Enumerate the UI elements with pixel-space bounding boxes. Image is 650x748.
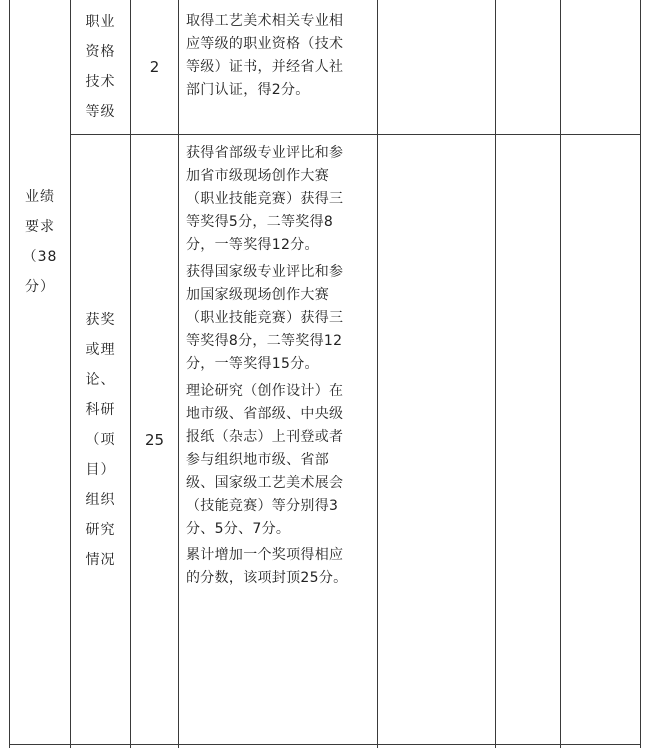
criteria-line: 报纸（杂志）上刊登或者 — [186, 428, 344, 445]
row-divider — [9, 744, 641, 745]
criteria-text — [186, 10, 376, 106]
item-label-line: 技术 — [85, 74, 116, 90]
section-label-line: （38 — [22, 249, 58, 265]
item-label — [86, 305, 116, 575]
criteria-line: 累计增加一个奖项得相应 — [186, 547, 344, 564]
criteria-line: 级、国家级工艺美术展会 — [186, 474, 344, 491]
item-label-line: 论、 — [85, 371, 116, 388]
item-label-line: （项 — [85, 431, 116, 448]
grid-line — [377, 0, 378, 748]
criteria-line: 获得国家级专业评比和参 — [186, 263, 344, 280]
criteria-line: 理论研究（创作设计）在 — [186, 382, 344, 399]
criteria-paragraph — [186, 261, 376, 376]
criteria-line: 部门认证，得2分。 — [186, 82, 310, 98]
item-label-line: 或理 — [85, 341, 116, 358]
score-value: 2 — [149, 58, 160, 76]
criteria-line: 参与组织地市级、省部 — [186, 451, 329, 468]
item-label-line: 资格 — [85, 44, 116, 60]
criteria-line: 的分数，该项封顶25分。 — [186, 570, 348, 587]
criteria-paragraph — [186, 380, 376, 541]
criteria-line: 等奖得8分，二等奖得12 — [186, 332, 343, 349]
criteria-line: （职业技能竞赛）获得三 — [186, 309, 344, 326]
item-cell — [71, 135, 130, 744]
item-label-line: 研究 — [85, 521, 116, 538]
item-label-line: 职业 — [85, 14, 116, 30]
criteria-line: 加国家级现场创作大赛 — [186, 286, 329, 303]
item-label-line: 科研 — [85, 401, 116, 418]
criteria-line: 分，一等奖得15分。 — [186, 355, 319, 372]
item-cell — [71, 0, 130, 134]
criteria-line: 等级）证书，并经省人社 — [186, 59, 344, 75]
criteria-line: 分，一等奖得12分。 — [186, 237, 319, 253]
item-label-line: 组织 — [85, 491, 116, 508]
section-label-cell — [10, 0, 70, 744]
grid-line — [640, 0, 641, 748]
section-label — [23, 182, 58, 302]
criteria-text — [186, 142, 376, 594]
criteria-line: 等奖得5分，二等奖得8 — [186, 214, 334, 230]
item-label — [86, 7, 116, 127]
criteria-line: 加省市级现场创作大赛 — [186, 168, 329, 184]
item-label-line: 获奖 — [85, 311, 116, 328]
criteria-paragraph — [186, 10, 376, 102]
grid-line — [560, 0, 561, 748]
criteria-paragraph — [186, 544, 376, 590]
grid-line — [178, 0, 179, 748]
criteria-line: 获得省部级专业评比和参 — [186, 145, 344, 161]
section-label-line: 要求 — [24, 219, 55, 235]
item-label-line: 情况 — [85, 551, 116, 568]
score-value: 25 — [144, 430, 165, 449]
criteria-paragraph — [186, 142, 376, 257]
item-label-line: 等级 — [85, 104, 116, 120]
criteria-line: （技能竞赛）等分别得3 — [186, 497, 339, 514]
criteria-line: （职业技能竞赛）获得三 — [186, 191, 344, 207]
section-label-line: 业绩 — [24, 189, 55, 205]
criteria-line: 应等级的职业资格（技术 — [186, 36, 344, 52]
item-label-line: 目） — [85, 461, 116, 478]
grid-line — [495, 0, 496, 748]
section-label-line: 分） — [24, 279, 55, 295]
criteria-line: 分、5分、7分。 — [186, 520, 291, 537]
criteria-line: 取得工艺美术相关专业相 — [186, 13, 344, 29]
criteria-line: 地市级、省部级、中央级 — [186, 405, 344, 422]
